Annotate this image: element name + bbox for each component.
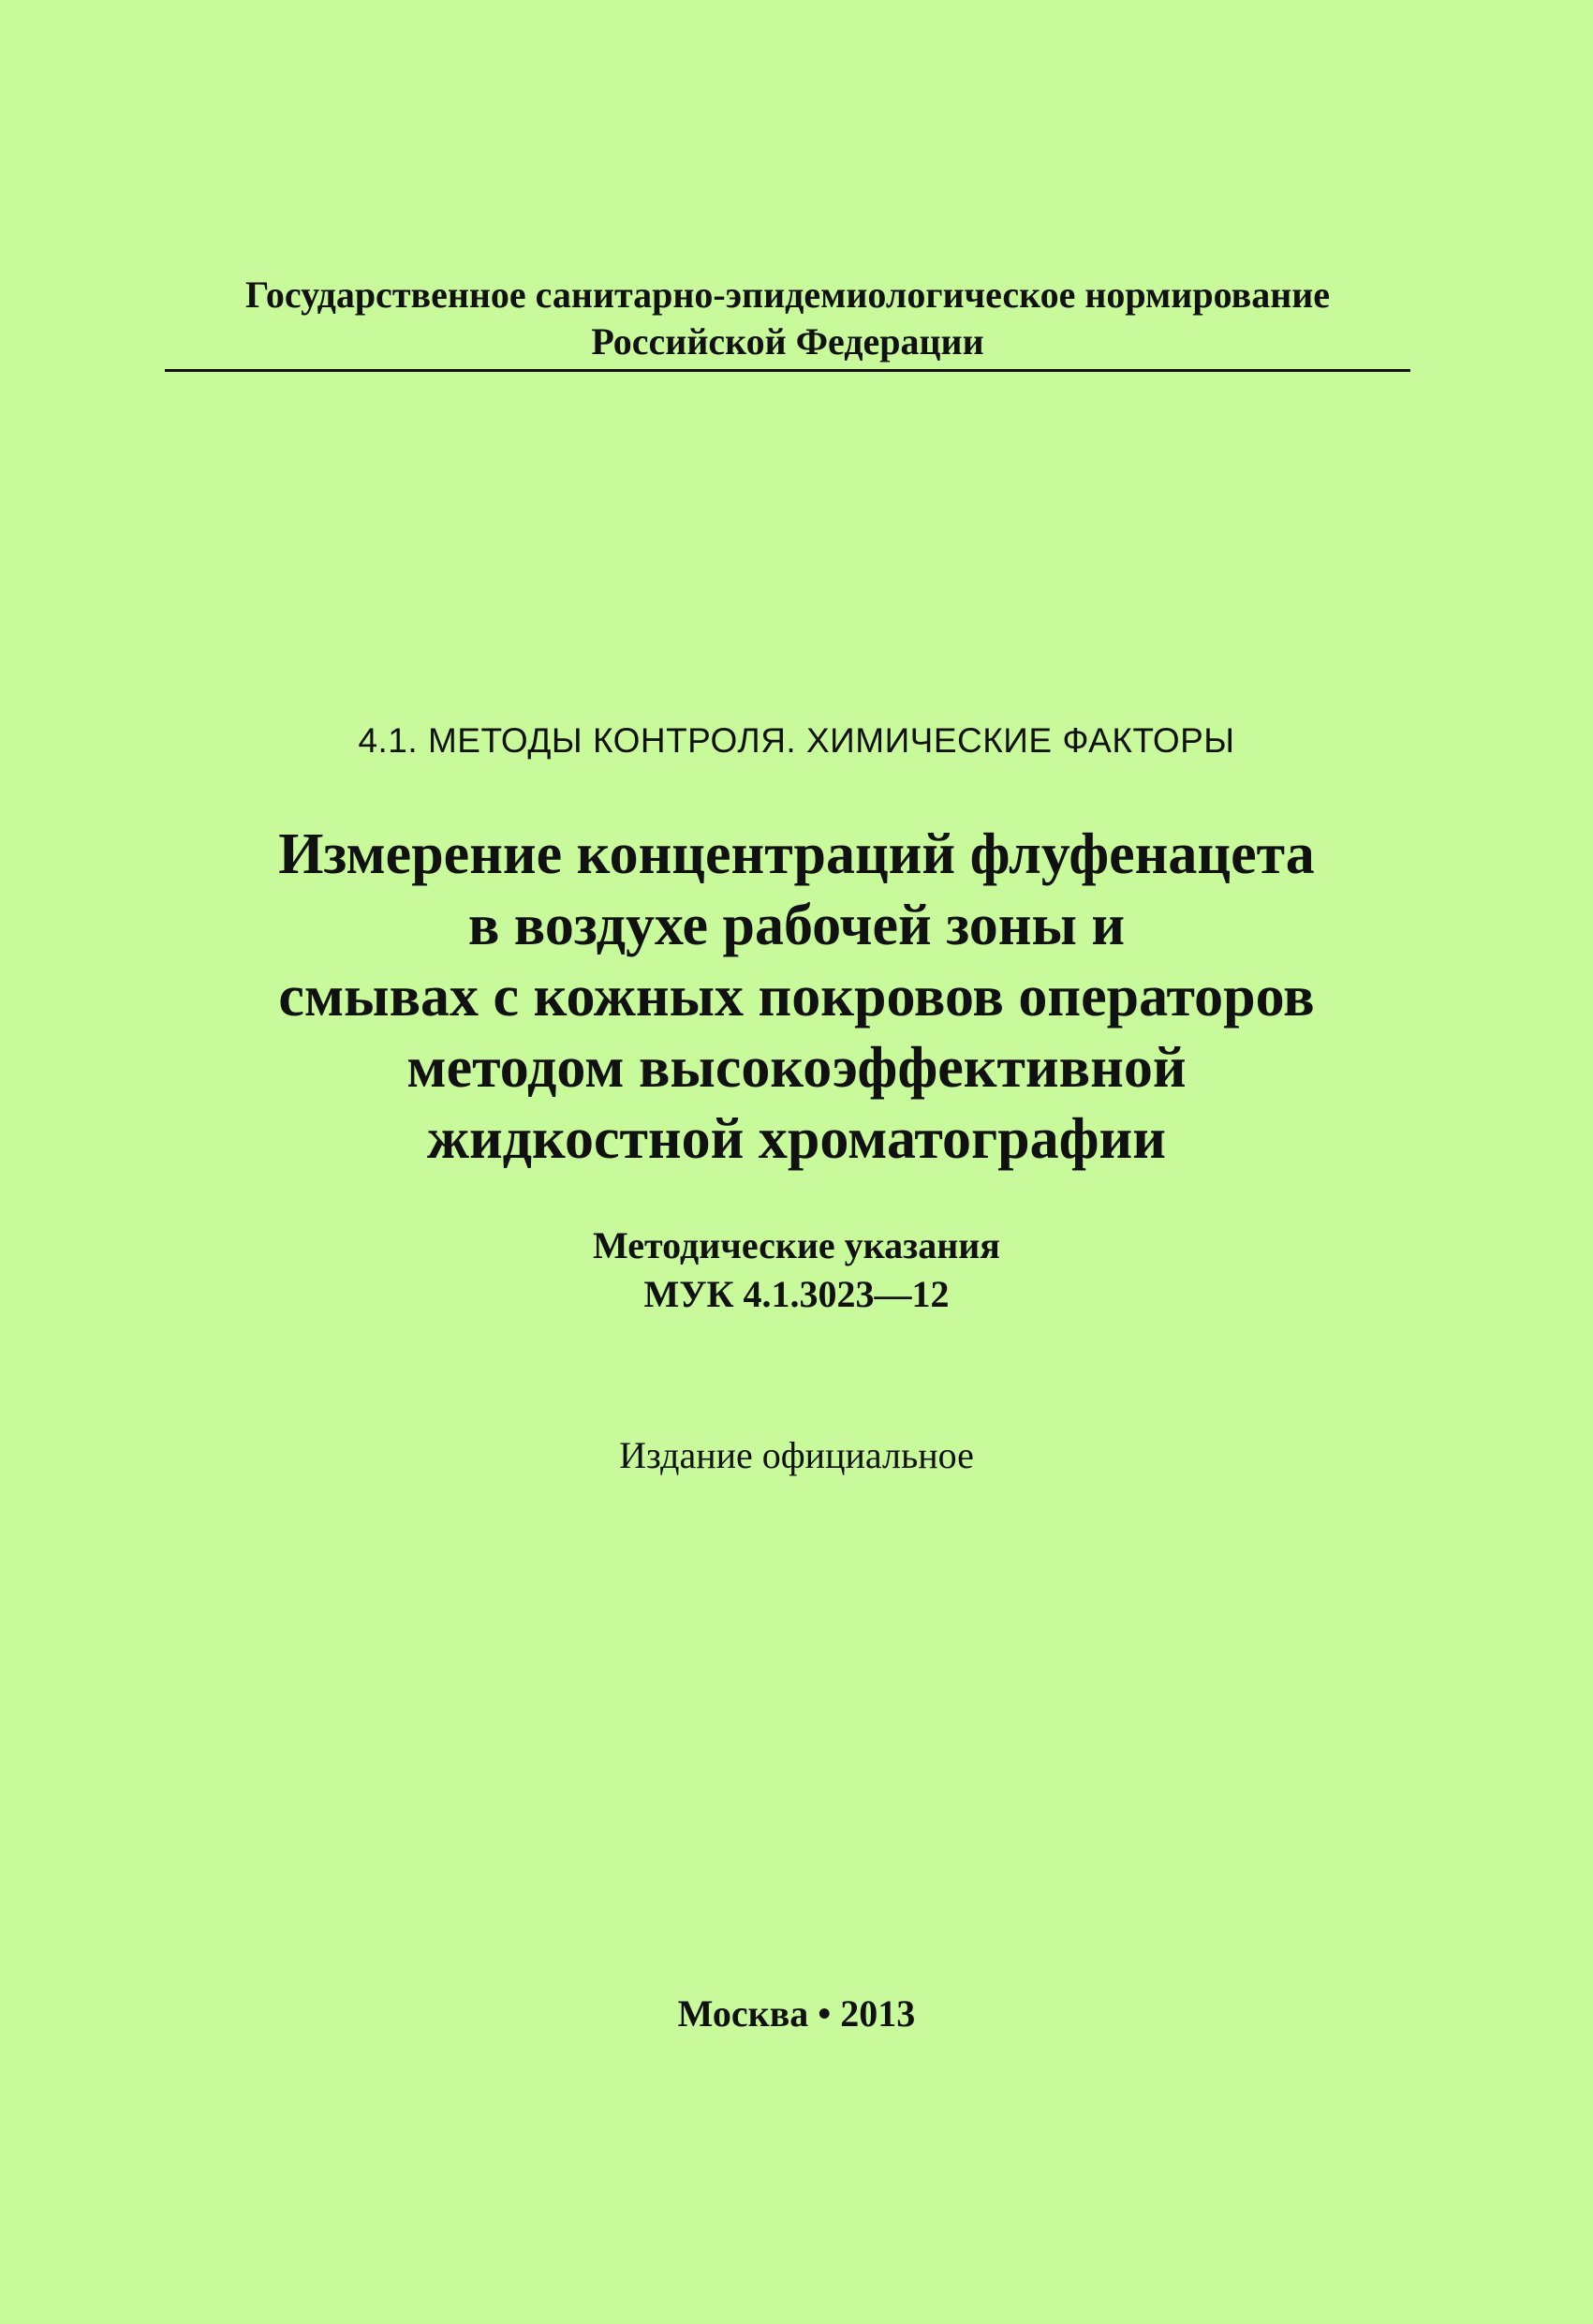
title-line-4: методом высокоэффективной [406,1036,1187,1100]
title-line-2: в воздухе рабочей зоны и [467,894,1126,957]
document-code: МУК 4.1.3023—12 [643,1273,950,1315]
header-divider [165,369,1410,372]
document-type [0,1221,1593,1319]
issuer-header [165,272,1410,365]
document-title [0,819,1593,1175]
document-type-label: Методические указания [593,1224,1000,1266]
edition-note: Издание официальное [619,1434,974,1476]
issuer-line-1: Государственное санитарно-эпидемиологическое нормирование [244,274,1331,316]
title-line-1: Измерение концентраций флуфенацета [278,822,1315,886]
imprint: Москва • 2013 [677,1992,916,2035]
title-line-5: жидкостной хроматографии [427,1107,1166,1171]
title-line-3: смывах с кожных покровов операторов [278,965,1315,1029]
issuer-line-2: Российской Федерации [591,320,984,363]
section-heading: 4.1. МЕТОДЫ КОНТРОЛЯ. ХИМИЧЕСКИЕ ФАКТОРЫ [358,721,1235,760]
